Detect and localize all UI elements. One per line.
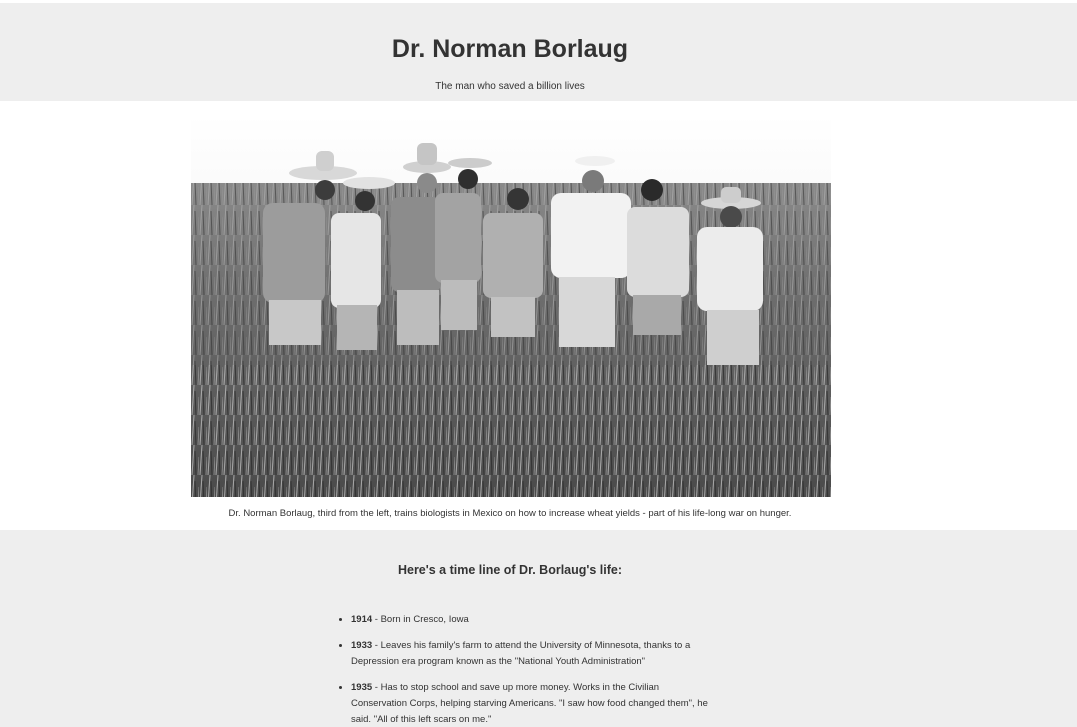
- page-title: Dr. Norman Borlaug: [391, 35, 629, 63]
- timeline-year: 1933: [351, 640, 373, 651]
- timeline-year: 1935: [351, 682, 373, 693]
- timeline-heading: Here's a time line of Dr. Borlaug's life:: [397, 563, 623, 577]
- timeline-item: • 1914 - Born in Cresco, Iowa: [351, 612, 711, 628]
- timeline-year: 1914: [351, 614, 373, 625]
- timeline-text: Born in Cresco, Iowa: [380, 614, 469, 625]
- timeline-section: [0, 530, 1077, 727]
- image-section: [0, 101, 1077, 530]
- timeline-item: • 1933 - Leaves his family's farm to attend the University of Minnesota, thanks to a Depression era program known as the "National Youth Administration": [351, 638, 711, 670]
- timeline-text: Leaves his family's farm to attend the University of Minnesota, thanks to a Depression era program known as the "National Youth Administration": [351, 640, 691, 667]
- timeline-list: [337, 612, 711, 727]
- page-subtitle: The man who saved a billion lives: [435, 81, 585, 92]
- image-caption: Dr. Norman Borlaug, third from the left, trains biologists in Mexico on how to increase wheat yields - part of his life-long war on hunger.: [228, 508, 792, 519]
- timeline-text: Has to stop school and save up more money. Works in the Civilian Conservation Corps, helping starving Americans. "I saw how food changed them", he said. "All of this left scars on me.": [351, 682, 708, 725]
- page-header: [0, 3, 1077, 101]
- borlaug-photo: [191, 115, 831, 497]
- timeline-item: • 1935 - Has to stop school and save up more money. Works in the Civilian Conservation Corps, helping starving Americans. "I saw how food changed them", he said. "All of this left scars on me.": [351, 680, 711, 727]
